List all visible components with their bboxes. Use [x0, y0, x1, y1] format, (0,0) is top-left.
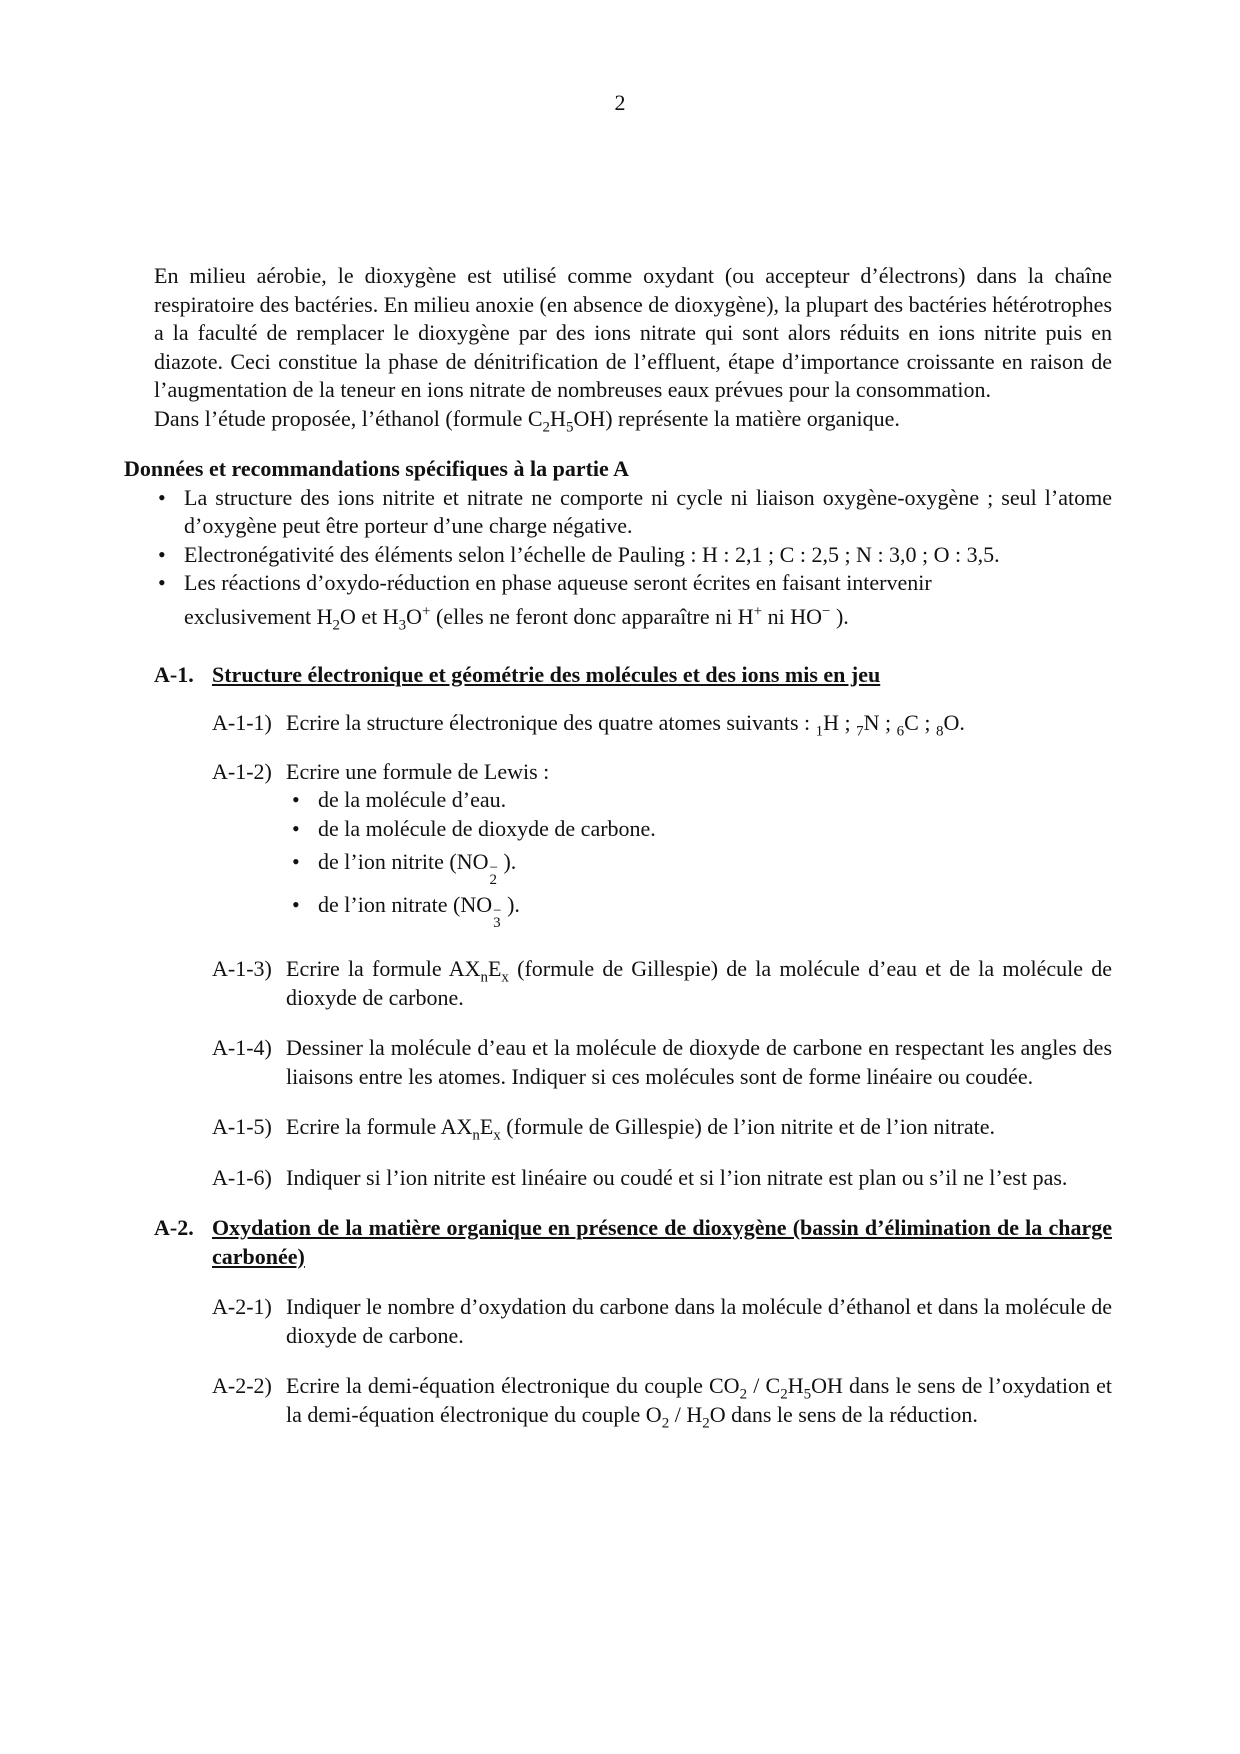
list-item: • de l’ion nitrate (NO − 3 ).	[318, 886, 1112, 929]
section-a1-heading: A-1. Structure électronique et géométrie des molécules et des ions mis en jeu	[154, 661, 881, 687]
list-item: • Electronégativité des éléments selon l’échelle de Pauling : H : 2,1 ; C : 2,5 ; N : 3,0 ; O : 3,5.	[184, 541, 1112, 570]
list-item: • de la molécule d’eau.	[318, 786, 1112, 815]
question-a1-2: A-1-2) Ecrire une formule de Lewis : • de la molécule d’eau. • de la molécule de dioxyde de carbone. • de l’ion nitrite (NO − 2 ). • de l’ion nitrate (NO − 3 ).	[212, 758, 1112, 930]
list-item: • La structure des ions nitrite et nitrate ne comporte ni cycle ni liaison oxygène-oxygène ; seul l’atome d’oxygène peut être porteur d’une charge négative.	[184, 484, 1112, 541]
data-bullets	[154, 484, 1112, 635]
list-item: • de la molécule de dioxyde de carbone.	[318, 815, 1112, 844]
page-content	[124, 262, 1113, 1431]
list-item: • de l’ion nitrite (NO − 2 ).	[318, 843, 1112, 886]
list-item: • Les réactions d’oxydo-réduction en phase aqueuse seront écrites en faisant intervenir exclusivement $H_2O$ et $H_3O^+$ (elles ne feront donc apparaître ni H+ ni HO− ).	[184, 569, 1112, 635]
question-a1-4: A-1-4) Dessiner la molécule d’eau et la molécule de dioxyde de carbone en respectant les angles des liaisons entre les atomes. Indiquer si ces molécules sont de forme linéaire ou coudée.	[212, 1035, 1112, 1089]
question-a1-5: A-1-5) Ecrire la formule $AX_nE_x$ (formule de Gillespie) de l’ion nitrite et de l’ion nitrate.	[212, 1114, 996, 1144]
page-number: 2	[614, 90, 626, 115]
lewis-list	[286, 786, 1112, 929]
section-a2-heading: A-2. Oxydation de la matière organique en présence de dioxygène (bassin d’élimination de la charge carbonée)	[154, 1215, 1112, 1269]
question-a1-3: A-1-3) Ecrire la formule $AX_nE_x$ (formule de Gillespie) de la molécule d’eau et de la molécule de dioxyde de carbone.	[212, 956, 1112, 1010]
data-heading: Données et recommandations spécifiques à la partie A	[124, 456, 629, 481]
question-a1-1: A-1-1) Ecrire la structure électronique des quatre atomes suivants : $_1$H ; $_7$N ; $_6$C ; $_8$O.	[212, 710, 965, 740]
question-a1-6: A-1-6) Indiquer si l’ion nitrite est linéaire ou coudé et si l’ion nitrate est plan ou s’il ne l’est pas.	[212, 1164, 1068, 1190]
intro-ethanol-line: Dans l’étude proposée, l’éthanol (formule $C_2H_5OH$) représente la matière organique.	[154, 405, 900, 435]
intro-paragraph: En milieu aérobie, le dioxygène est utilisé comme oxydant (ou accepteur d’électrons) dans la chaîne respiratoire des bactéries. En milieu anoxie (en absence de dioxygène), la plupart des bactéries hétérotrophes a la faculté de remplacer le dioxygène par des ions nitrate qui sont alors réduits en ions nitrite puis en diazote. Ceci constitue la phase de dénitrification de l’effluent, étape d’importance croissante en raison de l’augmentation de la teneur en ions nitrate de nombreuses eaux prévues pour la consommation.	[154, 263, 1112, 402]
question-a2-1: A-2-1) Indiquer le nombre d’oxydation du carbone dans la molécule d’éthanol et dans la molécule de dioxyde de carbone.	[212, 1294, 1112, 1348]
question-a2-2: A-2-2) Ecrire la demi-équation électronique du couple $CO_2 / C_2H_5OH$ dans le sens de l’oxydation et la demi-équation électronique du couple $O_2 / H_2O$ dans le sens de la réduction.	[212, 1373, 1113, 1431]
